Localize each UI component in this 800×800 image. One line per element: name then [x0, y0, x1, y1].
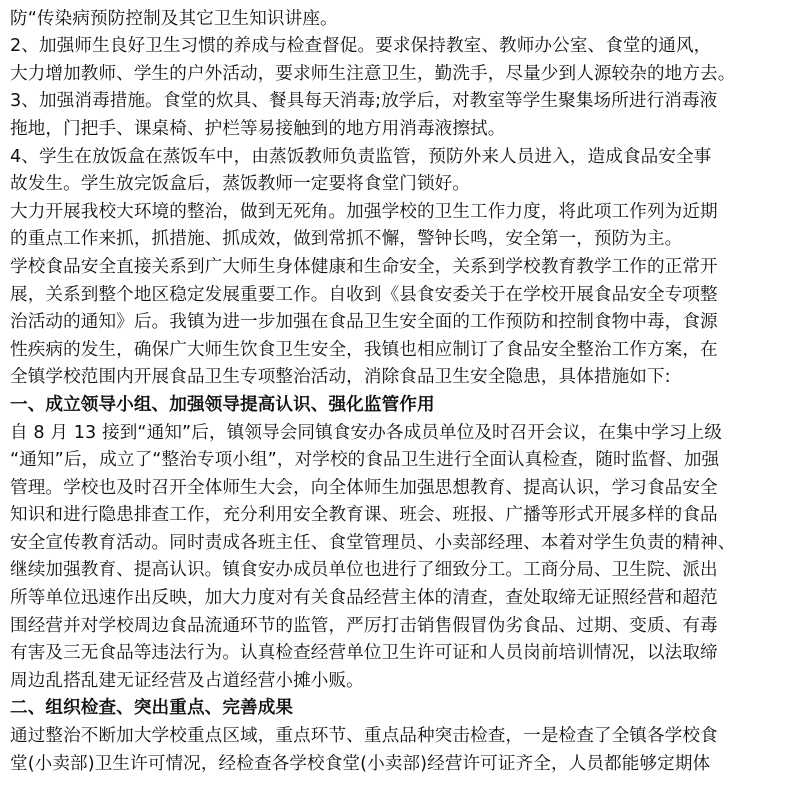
text-line: 堂(小卖部)卫生许可情况，经检查各学校食堂(小卖部)经营许可证齐全，人员都能够定期体: [10, 753, 711, 774]
text-line: 自 8 月 13 接到“通知”后，镇领导会同镇食安办各成员单位及时召开会议，在集中学习上级: [10, 422, 723, 443]
text-line: 通过整治不断加大学校重点区域，重点环节、重点品种突击检查，一是检查了全镇各学校食: [10, 726, 718, 747]
text-line: 继续加强教育、提高认识。镇食安办成员单位也进行了细致分工。工商分局、卫生院、派出: [10, 560, 718, 581]
text-line: 安全宣传教育活动。同时责成各班主任、食堂管理员、小卖部经理、本着对学生负责的精神、: [10, 532, 736, 553]
text-line: 的重点工作来抓，抓措施、抓成效，做到常抓不懈，警钟长鸣，安全第一，预防为主。: [10, 229, 683, 250]
text-line: 4、学生在放饭盒在蒸饭车中，由蒸饭教师负责监管，预防外来人员进入，造成食品安全事: [10, 146, 712, 167]
text-line: 全镇学校范围内开展食品卫生专项整治活动，消除食品卫生安全隐患，具体措施如下:: [10, 367, 671, 388]
text-line: 管理。学校也及时召开全体师生大会，向全体师生加强思想教育、提高认识，学习食品安全: [10, 477, 718, 498]
text-line: 拖地，门把手、课桌椅、护栏等易接触到的地方用消毒液擦拭。: [10, 118, 506, 139]
text-line: 3、加强消毒措施。食堂的炊具、餐具每天消毒;放学后，对教室等学生聚集场所进行消毒液: [10, 91, 718, 112]
text-line: 展，关系到整个地区稳定发展重要工作。自收到《县食安委关于在学校开展食品安全专项整: [10, 284, 718, 305]
text-line: 知识和进行隐患排查工作，充分利用安全教育课、班会、班报、广播等形式开展多样的食品: [10, 505, 718, 526]
text-line: 性疾病的发生，确保广大师生饮食卫生安全，我镇也相应制订了食品安全整治工作方案，在: [10, 339, 718, 360]
text-line: “通知”后，成立了“整治专项小组”，对学校的食品卫生进行全面认真检查，随时监督、加强: [10, 450, 720, 471]
text-line: 2、加强师生良好卫生习惯的养成与检查督促。要求保持教室、教师办公室、食堂的通风，: [10, 36, 712, 57]
text-line: 周边乱搭乱建无证经营及占道经营小摊小贩。: [10, 670, 364, 691]
section-heading: 一、成立领导小组、加强领导提高认识、强化监管作用: [10, 394, 435, 415]
text-line: 大力开展我校大环境的整治，做到无死角。加强学校的卫生工作力度，将此项工作列为近期: [10, 201, 718, 222]
text-line: 学校食品安全直接关系到广大师生身体健康和生命安全，关系到学校教育教学工作的正常开: [10, 256, 718, 277]
text-line: 故发生。学生放完饭盒后，蒸饭教师一定要将食堂门锁好。: [10, 174, 471, 195]
text-line: 围经营并对学校周边食品流通环节的监管，严厉打击销售假冒伪劣食品、过期、变质、有毒: [10, 615, 718, 636]
text-line: 所等单位迅速作出反映，加大力度对有关食品经营主体的清查，查处取缔无证照经营和超范: [10, 588, 718, 609]
text-line: 大力增加教师、学生的户外活动，要求师生注意卫生，勤洗手，尽量少到人源较杂的地方去。: [10, 63, 736, 84]
text-line: [10, 0, 794, 6]
text-line: 有害及三无食品等违法行为。认真检查经营单位卫生许可证和人员岗前培训情况，以法取缔: [10, 643, 718, 664]
section-heading: 二、组织检查、突出重点、完善成果: [10, 698, 294, 719]
text-line: 防“传染病预防控制及其它卫生知识讲座。: [10, 8, 338, 29]
text-line: 治活动的通知》后。我镇为进一步加强在食品卫生安全面的工作预防和控制食物中毒，食源: [10, 312, 718, 333]
